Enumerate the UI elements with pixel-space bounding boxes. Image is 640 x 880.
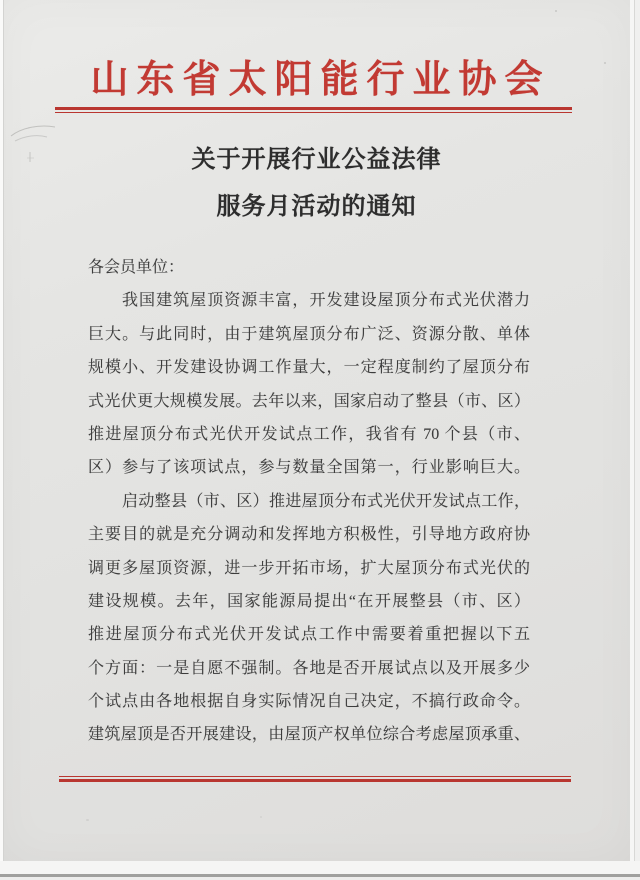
notice-body [88, 251, 530, 752]
document-title-line1: 关于开展行业公益法律 [191, 147, 442, 173]
scan-speck [604, 62, 606, 64]
document-title-line2: 服务月活动的通知 [216, 194, 417, 220]
letterhead-title: 山东省太阳能行业协会 [90, 59, 551, 101]
body-line: 主要目的就是充分调动和发挥地方积极性，引导地方政府协 [88, 526, 530, 544]
body-line: 巨大。与此同时，由于建筑屋顶分布广泛、资源分散、单体 [88, 325, 530, 343]
letterhead-double-rule [55, 107, 572, 113]
paper-sheet [3, 0, 630, 861]
footer-double-rule [59, 776, 571, 782]
body-line: 区）参与了该项试点，参与数量全国第一，行业影响巨大。 [88, 459, 530, 477]
body-line: 推进屋顶分布式光伏开发试点工作中需要着重把握以下五 [88, 626, 530, 644]
body-line: 我国建筑屋顶资源丰富，开发建设屋顶分布式光伏潜力 [122, 292, 530, 310]
body-line: 建设规模。去年，国家能源局提出“在开展整县（市、区） [88, 592, 530, 610]
scan-edge-right [634, 0, 640, 861]
scan-edge-left [0, 0, 4, 861]
body-line: 式光伏更大规模发展。去年以来，国家启动了整县（市、区） [88, 392, 530, 410]
body-line: 推进屋顶分布式光伏开发试点工作，我省有 70 个县（市、 [88, 425, 530, 443]
body-line: 规模小、开发建设协调工作量大，一定程度制约了屋顶分布 [88, 359, 530, 377]
salutation: 各会员单位： [88, 259, 185, 276]
body-line: 启动整县（市、区）推进屋顶分布式光伏开发试点工作， [122, 492, 530, 510]
body-line: 个方面：一是自愿不强制。各地是否开展试点以及开展多少 [88, 659, 530, 677]
scan-speck [260, 816, 262, 818]
scan-speck [86, 819, 89, 821]
body-line: 调更多屋顶资源，进一步开拓市场，扩大屋顶分布式光伏的 [88, 559, 530, 577]
scan-speck [555, 10, 557, 12]
body-line: 个试点由各地根据自身实际情况自己决定，不搞行政命令。 [88, 693, 530, 711]
body-line: 建筑屋顶是否开展建设，由屋顶产权单位综合考虑屋顶承重、 [88, 726, 530, 744]
